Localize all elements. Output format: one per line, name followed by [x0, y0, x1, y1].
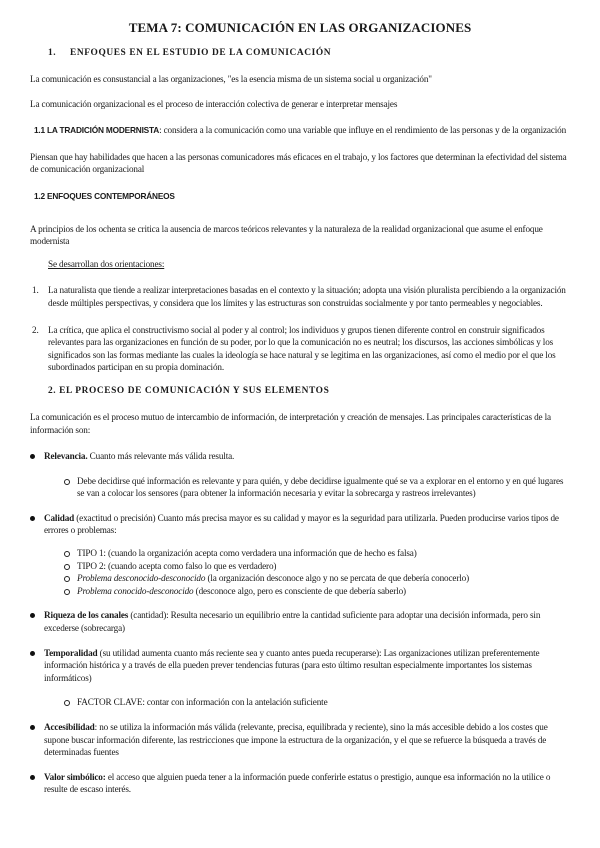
- paragraph: La comunicación es consustancial a las organizaciones, "es la esencia misma de un sistema social u organización": [30, 74, 432, 84]
- orientations-label: Se desarrollan dos orientaciones:: [48, 258, 165, 269]
- sub-list-item: Debe decidirse qué información es relevante y para quién, y debe decidirse igualmente qué se va a explorar en el entorno y en qué lugares se van a colocar los sensores (para obtener la información necesaria y evitar la sobrecarga y rastreos irrelevantes): [64, 475, 570, 500]
- sub-list-item: TIPO 1: (cuando la organización acepta como verdadera una información que de hecho es falsa): [64, 547, 570, 560]
- sub-list-item: Problema conocido-desconocido (desconoce algo, pero es consciente de que debería saberlo): [64, 585, 570, 598]
- bullet-icon: [30, 725, 35, 730]
- paragraph: Piensan que hay habilidades que hacen a las personas comunicadores más eficaces en el trabajo, y los factores que determinan la efectividad del sistema de comunicación organizacional: [30, 151, 567, 175]
- list-item-riqueza: Riqueza de los canales (cantidad): Resulta necesario un equilibrio entre la cantidad suficiente para adoptar una decisión informada, pero sin excederse (sobrecarga): [30, 609, 570, 634]
- sub-list-item: TIPO 2: (cuando acepta como falso lo que es verdadero): [64, 560, 570, 573]
- subsection-1-2-title: 1.2 ENFOQUES CONTEMPORÁNEOS: [34, 190, 175, 201]
- list-item-relevancia: Relevancia. Cuanto más relevante más válida resulta. Debe decidirse qué información es relevante y para quién, y debe decidirse igualmente qué se va a explorar en el entorno y en qué lugares se van a colocar los sensores (para obtener la información necesaria y evitar la sobrecarga y rastreos irrelevantes): [30, 450, 570, 500]
- list-item: 1. La naturalista que tiende a realizar interpretaciones basadas en el contexto y la situación; adopta una visión pluralista percibiendo a la organización desde múltiples perspectivas, y considera que los límites y las estructuras son construidas socialmente y por tanto permeables y negociables.: [32, 285, 566, 308]
- section-1-heading-text: ENFOQUES EN EL ESTUDIO DE LA COMUNICACIÓN: [70, 48, 332, 58]
- list-item: 2. La crítica, que aplica el constructivismo social al poder y al control; los individuos y grupos tienen diferente control en construir significados relevantes para las organizaciones en función de su poder, por lo que la comunicación no es neutral; los discursos, las acciones simbólicas y los significados son las formas mediante las cuales la ideología se hace natural y se legitima en las organizaciones, así como el medio por el que los subordinados participan en su propia dominación.: [32, 324, 556, 373]
- characteristics-list: [30, 450, 570, 796]
- list-item-accesibilidad: Accesibilidad: no se utiliza la información más válida (relevante, precisa, equilibrada y reciente), sino la más accesible debido a los costes que supone buscar información diferente, las restricciones que impone la estructura de la organización, y el que se refuerce la búsqueda a través de determinadas fuentes: [30, 721, 570, 759]
- sub-list-item: FACTOR CLAVE: contar con información con la antelación suficiente: [64, 696, 570, 709]
- section-2-heading: 2. EL PROCESO DE COMUNICACIÓN Y SUS ELEMENTOS: [48, 385, 330, 396]
- bullet-icon: [30, 516, 35, 521]
- bullet-icon: [30, 613, 35, 618]
- subsection-1-1-title: 1.1 LA TRADICIÓN MODERNISTA: [34, 125, 160, 136]
- circle-bullet-icon: [64, 479, 70, 485]
- circle-bullet-icon: [64, 589, 70, 595]
- circle-bullet-icon: [64, 551, 70, 557]
- paragraph: A principios de los ochenta se critica la ausencia de marcos teóricos relevantes y la naturaleza de la realidad organizacional que asume el enfoque modernista: [30, 223, 543, 247]
- bullet-icon: [30, 775, 35, 780]
- circle-bullet-icon: [64, 564, 70, 570]
- subsection-1-1-text: : considera a la comunicación como una variable que influye en el rendimiento de las personas y de la organización: [159, 125, 567, 136]
- section-1-heading: [48, 48, 570, 58]
- bullet-icon: [30, 454, 35, 459]
- circle-bullet-icon: [64, 700, 70, 706]
- section-1-number: 1.: [48, 48, 57, 58]
- list-item-calidad: Calidad (exactitud o precisión) Cuanto más precisa mayor es su calidad y mayor es la seguridad para utilizarla. Pueden producirse varios tipos de errores o problemas: TIPO 1: (cuando la organización acepta como verdadera una información que de hecho es falsa) TIPO 2: (cuando acepta como falso lo que es verdadero) Problema desconocido-desconocido (la organización desconoce algo y no se percata de que debería conocerlo) Problema conocido-desconocido (desconoce algo, pero es consciente de que debería saberlo): [30, 512, 570, 598]
- list-item-valor-simbolico: Valor simbólico: el acceso que alguien pueda tener a la información puede conferirle estatus o prestigio, aunque esa información no la utilice o resulte de escaso interés.: [30, 771, 570, 796]
- circle-bullet-icon: [64, 576, 70, 582]
- document-title: TEMA 7: COMUNICACIÓN EN LAS ORGANIZACIONES: [128, 20, 472, 35]
- sub-list-item: Problema desconocido-desconocido (la organización desconoce algo y no se percata de que debería conocerlo): [64, 572, 570, 585]
- paragraph: La comunicación es el proceso mutuo de intercambio de información, de interpretación y creación de mensajes. Las principales características de la información son:: [30, 411, 551, 435]
- bullet-icon: [30, 651, 35, 656]
- paragraph: La comunicación organizacional es el proceso de interacción colectiva de generar e interpretar mensajes: [30, 98, 398, 109]
- orientations-list: [30, 284, 570, 374]
- subsection-1-2: [34, 190, 570, 203]
- subsection-1-1: [34, 124, 570, 137]
- list-item-temporalidad: Temporalidad (su utilidad aumenta cuanto más reciente sea y cuanto antes pueda recuperarse): Las organizaciones utilizan preferentemente información histórica y a través de ella pueden prever tendencias futuras (para esto último resultan especialmente importantes los sistemas informáticos) FACTOR CLAVE: contar con información con la antelación suficiente: [30, 647, 570, 709]
